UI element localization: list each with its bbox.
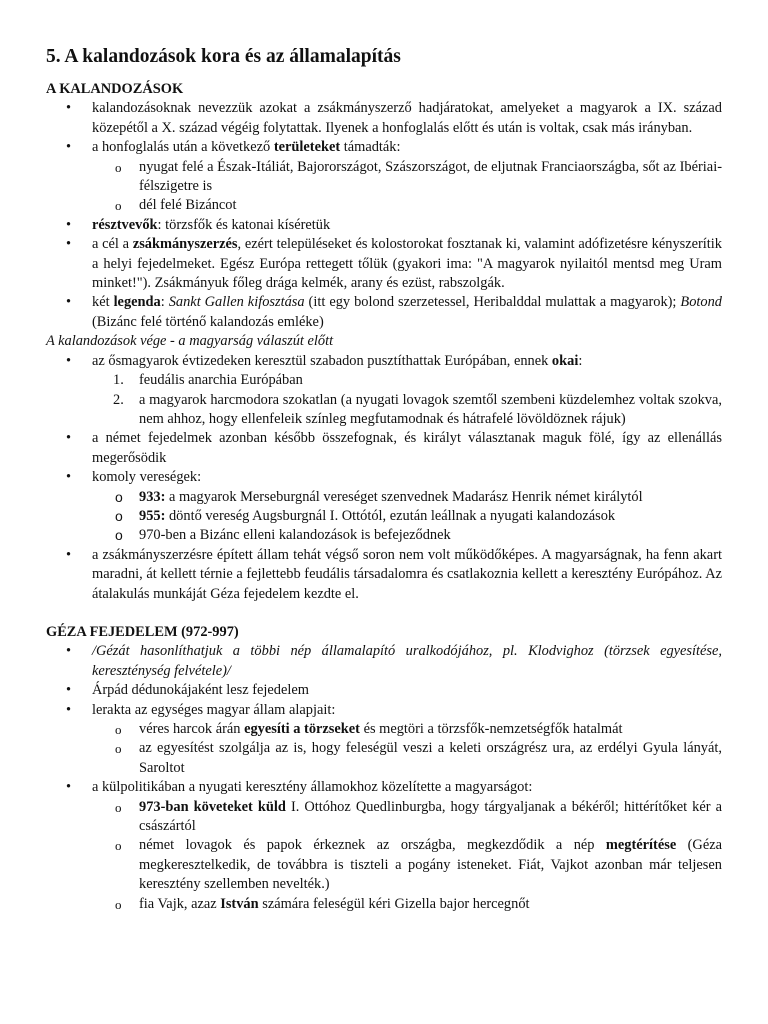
- sub-list-item: o német lovagok és papok érkeznek az országba, megkezdődik a nép megtérítése (Géza megkeresztelkedik, de továbbra is tiszteli a pogány isteneket. Fiát, Vajkot azonban már teljesen keresztény szellemben nevelték.): [46, 836, 722, 894]
- numbered-item: 2. a magyarok harcmodora szokatlan (a nyugati lovagok szemtől szembeni küzdelemhez voltak szokva, nem ahhoz, hogy ellenfeleik színleg megfutamodnak és hátrafelé lövöldöznek rájuk): [113, 391, 722, 427]
- list-item: • a német fejedelmek azonban később összefognak, és királyt választanak maguk fölé, így az ellenállás megerősödik: [46, 429, 722, 468]
- list-item: • kalandozásoknak nevezzük azokat a zsákmányszerző hadjáratokat, amelyeket a magyarok a IX. század közepétől a X. század végéig folytattak. Ilyenek a honfoglalás előtt és után is voltak, csak más irányban.: [46, 99, 722, 138]
- document-body: [46, 80, 722, 914]
- sub-list-item: o az egyesítést szolgálja az is, hogy feleségül veszi a keleti országrész ura, az erdélyi Gyula lányát, Saroltot: [46, 739, 722, 778]
- list-item: • Árpád dédunokájaként lesz fejedelem: [46, 681, 722, 700]
- list-item: • a honfoglalás után a következő területeket támadták:: [46, 138, 722, 157]
- list-item: • a zsákmányszerzésre épített állam tehát végső soron nem volt működőképes. A magyarságnak, ha fenn akart maradni, át kellett térnie a fejlettebb feudális társadalomra és csatlakoznia kellett a keresztény Európához. Az átalakulás munkáját Géza fejedelem kezdte el.: [46, 546, 722, 604]
- list-item: • két legenda: Sankt Gallen kifosztása (itt egy bolond szerzetessel, Heribalddal mulattak a magyarok); Botond (Bizánc felé történő kalandozás emléke): [46, 293, 722, 332]
- sub-list-item: o fia Vajk, azaz István számára feleségül kéri Gizella bajor hercegnőt: [46, 895, 722, 914]
- list-item: • lerakta az egységes magyar állam alapjait:: [46, 701, 722, 720]
- section-heading-kalandozasok: A KALANDOZÁSOK: [46, 81, 184, 97]
- sub-list-item: o 955: döntő vereség Augsburgnál I. Ottótól, ezután leállnak a nyugati kalandozások: [46, 507, 722, 526]
- list-item: • az ősmagyarok évtizedeken keresztül szabadon pusztíthattak Európában, ennek okai:: [46, 352, 722, 371]
- sub-list-item: o 933: a magyarok Merseburgnál vereséget szenvednek Madarász Henrik német királytól: [46, 488, 722, 507]
- list-item: • /Gézát hasonlíthatjuk a többi nép államalapító uralkodójához, pl. Klodvighoz (törzsek egyesítése, kereszténység felvétele)/: [46, 642, 722, 681]
- subsection-heading: A kalandozások vége - a magyarság válaszút előtt: [46, 333, 334, 350]
- sub-list-item: o nyugat felé a Észak-Itáliát, Bajorországot, Szászországot, de eljutnak Franciaországba, sőt az Ibériai-félszigetre is: [46, 158, 722, 197]
- page-title: 5. A kalandozások kora és az államalapítás: [46, 46, 401, 67]
- list-item: • résztvevők: törzsfők és katonai kíséretük: [46, 216, 722, 235]
- sub-list-item: o 973-ban követeket küld I. Ottóhoz Quedlinburgba, hogy tárgyaljanak a békéről; hittérítőket kér a császártól: [46, 798, 722, 837]
- list-item: • komoly vereségek:: [46, 468, 722, 487]
- numbered-item: 1. feudális anarchia Európában: [113, 372, 303, 389]
- spacer: [46, 604, 722, 623]
- sub-list-item: o véres harcok árán egyesíti a törzseket és megtöri a törzsfők-nemzetségfők hatalmát: [46, 720, 722, 739]
- list-item: • a cél a zsákmányszerzés, ezért településeket és kolostorokat fosztanak ki, valamint adófizetésre kényszerítik a helyi fejedelmeket. Egész Európa rettegett tőlük (gyakori ima: "A magyarok nyilaitól mentsd meg Uram minket!"). Zsákmányuk főleg drága kelmék, arany és ezüst, rabszolgák.: [46, 235, 722, 293]
- sub-list-item: o dél felé Bizáncot: [46, 196, 722, 215]
- section-heading-geza: GÉZA FEJEDELEM (972-997): [46, 623, 239, 640]
- list-item: • a külpolitikában a nyugati keresztény államokhoz közelítette a magyarságot:: [46, 778, 722, 797]
- sub-list-item: o 970-ben a Bizánc elleni kalandozások is befejeződnek: [46, 526, 722, 545]
